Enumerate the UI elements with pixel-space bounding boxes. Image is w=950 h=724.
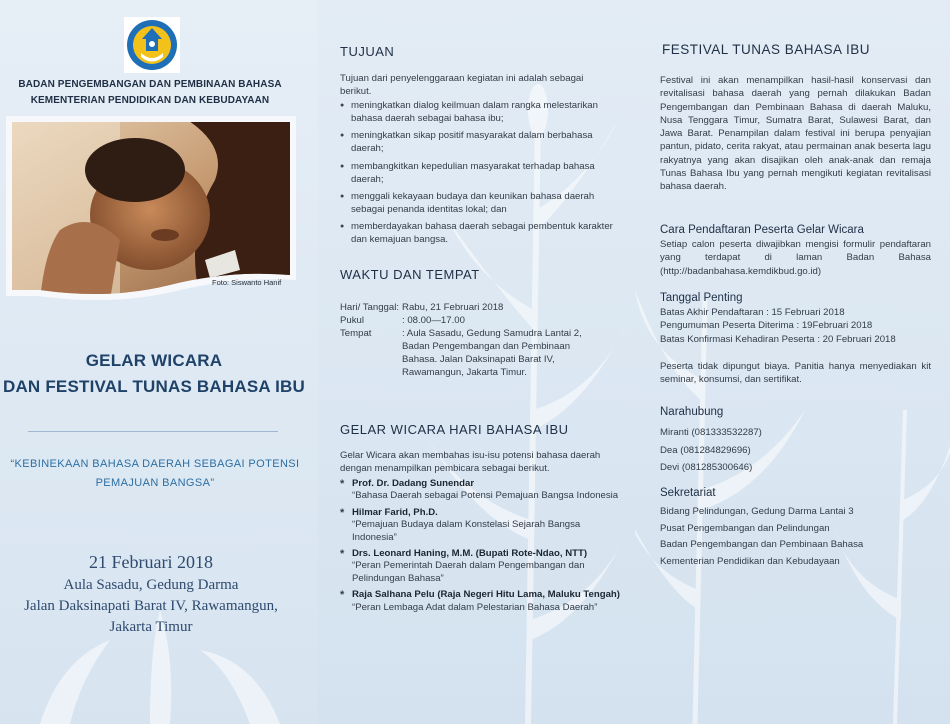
speaker-item [340,548,620,585]
tanggal-line: Batas Konfirmasi Kehadiran Peserta : 20 Februari 2018 [660,333,896,345]
org-name-line1: BADAN PENGEMBANGAN DAN PEMBINAAN BAHASA [18,79,282,90]
sekretariat-line: Bidang Pelindungan, Gedung Darma Lantai 3 [660,506,854,517]
sekretariat-heading: Sekretariat [660,487,716,499]
speaker-item [340,507,620,544]
tempat-label: Tempat [340,328,372,340]
speaker-item [340,478,620,503]
sekretariat-line: Pusat Pengembangan dan Pelindungan [660,522,830,534]
festival-heading: FESTIVAL TUNAS BAHASA IBU [662,42,871,57]
speaker-topic: “Pemajuan Budaya dalam Konstelasi Sejarah Bangsa Indonesia” [352,519,581,543]
tujuan-list [340,99,616,246]
speaker-topic: “Bahasa Daerah sebagai Potensi Pemajuan Bangsa Indonesia [352,490,619,502]
pukul-label: Pukul [340,315,364,327]
contact-item: Dea (081284829696) [660,444,751,456]
asterisk-icon: * [340,506,345,519]
pendaftaran-body: Setiap calon peserta diwajibkan mengisi formulir pendaftaran yang terdapat di laman Badan Bahasa (http://badanbahasa.kemdikbud.go.id) [660,239,931,277]
divider [28,431,278,432]
sekretariat-list [660,504,931,570]
event-venue-line2: Jalan Daksinapati Barat IV, Rawamangun, [24,598,278,614]
waktu-heading: WAKTU DAN TEMPAT [340,267,480,282]
list-item: ● membangkitkan kepedulian masyarakat terhadap bahasa daerah; [340,160,616,186]
tempat-row [340,327,616,379]
tanggal-line: Batas Akhir Pendaftaran : 15 Februari 2018 [660,307,845,318]
tujuan-section [340,72,616,250]
tanggal-list [660,306,940,346]
hari-label: Hari/ Tanggal: [340,302,400,313]
pukul-value: : 08.00—17.00 [402,315,465,327]
event-date: 21 Februari 2018 [89,552,213,572]
gelar-intro: Gelar Wicara akan membahas isu-isu potensi bahasa daerah dengan menampilkan pembicara sebagai berikut. [340,450,601,475]
event-venue-line1: Aula Sasadu, Gedung Darma [63,577,239,593]
speaker-topic: “Peran Pemerintah Daerah dalam Pengembangan dan Pelindungan Bahasa” [352,560,585,584]
speaker-name: Drs. Leonard Haning, M.M. (Bupati Rote-Ndao, NTT) [352,548,588,560]
speaker-item [340,589,620,614]
tujuan-heading: TUJUAN [340,44,395,59]
speaker-list [340,478,620,618]
hari-row [340,301,616,314]
asterisk-icon: * [340,548,345,561]
contact-item: Miranti (081333532287) [660,427,762,438]
tempat-value: : Aula Sasadu, Gedung Samudra Lantai 2, Badan Pengembangan dan Pembinaan Bahasa. Jalan Daksinapati Barat IV, Rawamangun, Jakarta Timur. [402,328,582,379]
tanggal-line: Pengumuman Peserta Diterima : 19Februari 2018 [660,320,873,332]
kemendikbud-logo [124,17,180,73]
event-venue-line3: Jakarta Timur [109,619,193,635]
tanggal-heading: Tanggal Penting [660,292,743,304]
narahubung-heading: Narahubung [660,406,724,418]
list-item: ● memberdayakan bahasa daerah sebagai pembentuk karakter dan kemajuan bangsa. [340,220,616,246]
pendaftaran-heading: Cara Pendaftaran Peserta Gelar Wicara [660,224,864,236]
title-line2: DAN FESTIVAL TUNAS BAHASA IBU [2,377,306,396]
sekretariat-line: Badan Pengembangan dan Pembinaan Bahasa [660,539,864,550]
narahubung-list [660,424,931,477]
theme-line1: “KEBINEKAAN BAHASA DAERAH SEBAGAI POTENSI [10,458,300,470]
sekretariat-line: Kementerian Pendidikan dan Kebudayaan [660,555,840,567]
hari-value: Rabu, 21 Februari 2018 [402,302,504,313]
speaker-topic: “Peran Lembaga Adat dalam Pelestarian Bahasa Daerah” [352,601,598,613]
mother-child-photo [0,110,318,300]
theme-line2: PEMAJUAN BANGSA” [95,477,215,489]
tanggal-note: Peserta tidak dipungut biaya. Panitia hanya menyediakan kit seminar, konsumsi, dan sertifikat. [660,361,931,386]
gelar-heading: GELAR WICARA HARI BAHASA IBU [340,422,569,437]
tujuan-intro: Tujuan dari penyelenggaraan kegiatan ini adalah sebagai berikut. [340,73,584,98]
asterisk-icon: * [340,589,345,602]
photo-credit: Foto: Siswanto Hanif [212,278,282,287]
asterisk-icon: * [340,478,345,490]
list-item: ● meningkatkan sikap positif masyarakat dalam berbahasa daerah; [340,129,616,155]
right-panel [635,0,950,724]
left-panel [0,0,318,724]
speaker-name: Raja Salhana Pelu (Raja Negeri Hitu Lama, Maluku Tengah) [352,589,620,601]
org-name-line2: KEMENTERIAN PENDIDIKAN DAN KEBUDAYAAN [30,95,270,106]
contact-item: Devi (081285300646) [660,462,753,473]
festival-body: Festival ini akan menampilkan hasil-hasil konservasi dan revitalisasi bahasa daerah yang pernah dilakukan Badan Pengembangan dan Pembinaan Bahasa di daerah Maluku, Nusa Tenggara Timur, Sumatra Barat, Sulawesi Barat, dan Jawa Barat. Penampilan dalam festival ini berupa penyajian pantun, pidato, cerita rakyat, atau permainan anak beserta lagu rakyatnya yang akan disajikan oleh anak-anak dan remaja Tunas Bahasa Ibu yang pernah mengikuti kegiatan revitalisasi bahasa daerah. [660,75,931,193]
waktu-details [340,301,616,380]
title-line1: GELAR WICARA [85,351,223,370]
middle-panel [318,0,635,724]
speaker-name: Prof. Dr. Dadang Sunendar [352,478,475,489]
pukul-row [340,314,616,327]
list-item: ● meningkatkan dialog keilmuan dalam rangka melestarikan bahasa daerah sebagai bahasa ibu; [340,99,616,125]
list-item: ● menggali kekayaan budaya dan keunikan bahasa daerah sebagai penanda identitas lokal; dan [340,190,616,216]
speaker-name: Hilmar Farid, Ph.D. [352,506,438,518]
